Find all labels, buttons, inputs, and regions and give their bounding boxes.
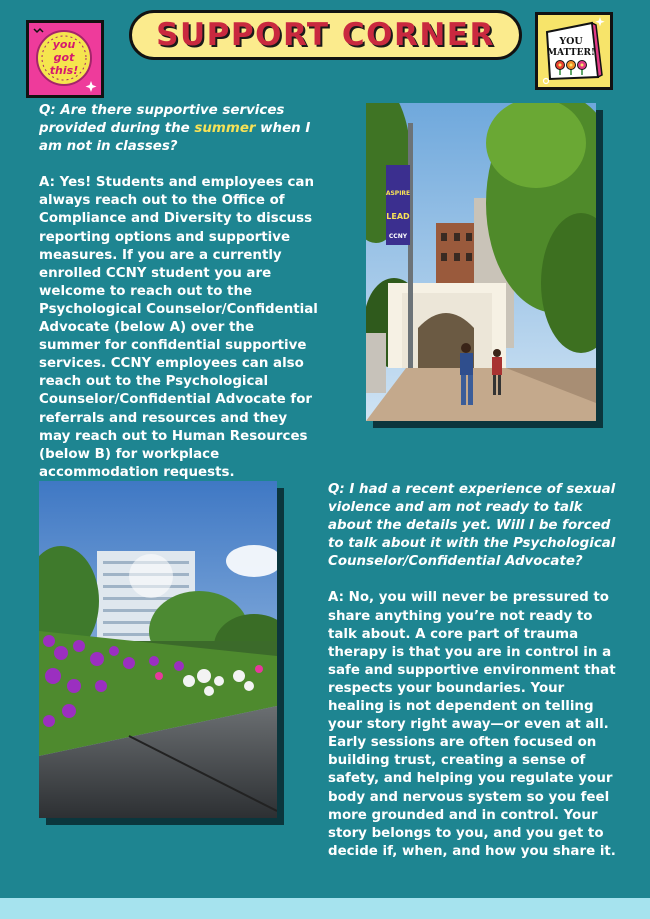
banner-lead-text: LEAD [386,212,410,221]
page-title-banner [129,10,522,60]
question-part: when I am not in classes? [39,121,311,155]
card-with-flowers-icon [538,15,610,87]
flowers-building-photo [39,481,277,818]
campus-gate-photo [366,103,596,421]
you-got-this-sticker [26,20,104,98]
card-line-2: MATTER! [547,48,595,58]
highlight-summer: summer [194,121,256,137]
answer-summer: A: Yes! Students and employees can always reach out to the Office of Compliance and Diversity to discuss reporting options and supportive measures. If you are a currently enrolled CCNY student you are welcome to reach out to the Psychological Counselor/Confidential Advocate (below A) over the summer for confidential supportive services. CCNY employees can also reach out to the Psychological Counselor/Confidential Advocate for referrals and resources and they may reach out to Human Resources (below B) for workplace accommodation requests. [39,175,318,480]
qa-not-ready-to-talk [328,481,624,861]
you-matter-card-sticker [535,12,613,90]
qa-summer-services [39,102,319,482]
footer-strip [0,898,650,919]
flowers-building-illustration [39,481,277,818]
answer-not-ready: A: No, you will never be pressured to share anything you’re not ready to talk about. A core part of trauma therapy is that you are in control in a safe and supportive environment that respects your boundaries. Your healing is not dependent on telling your story right away—or even at all. Early sessions are often focused on building trust, creating a sense of safety, and helping you regulate your body and nervous system so you feel more grounded and in control. Your story belongs to you, and you get to decide if, when, and how you share it. [328,590,616,859]
sticker-line-2: got [53,51,75,64]
sticker-line-3: this! [49,64,79,77]
sparkle-icon [29,23,101,95]
question-not-ready: Q: I had a recent experience of sexual violence and am not ready to talk about the details yet. Will I be forced to talk about it with the Psychological Counselor/Confidential Advocate? [328,482,616,570]
question-part: Q: Are there supportive services provided during the [39,103,285,137]
page-title: SUPPORT CORNER [156,17,495,53]
campus-gate-illustration [366,103,596,421]
card-line-1: YOU [559,36,583,47]
banner-ccny-text: CCNY [388,233,408,240]
question-summer [39,102,319,156]
banner-aspire-text: ASPIRE [385,190,411,197]
sticker-line-1: you [52,38,76,51]
